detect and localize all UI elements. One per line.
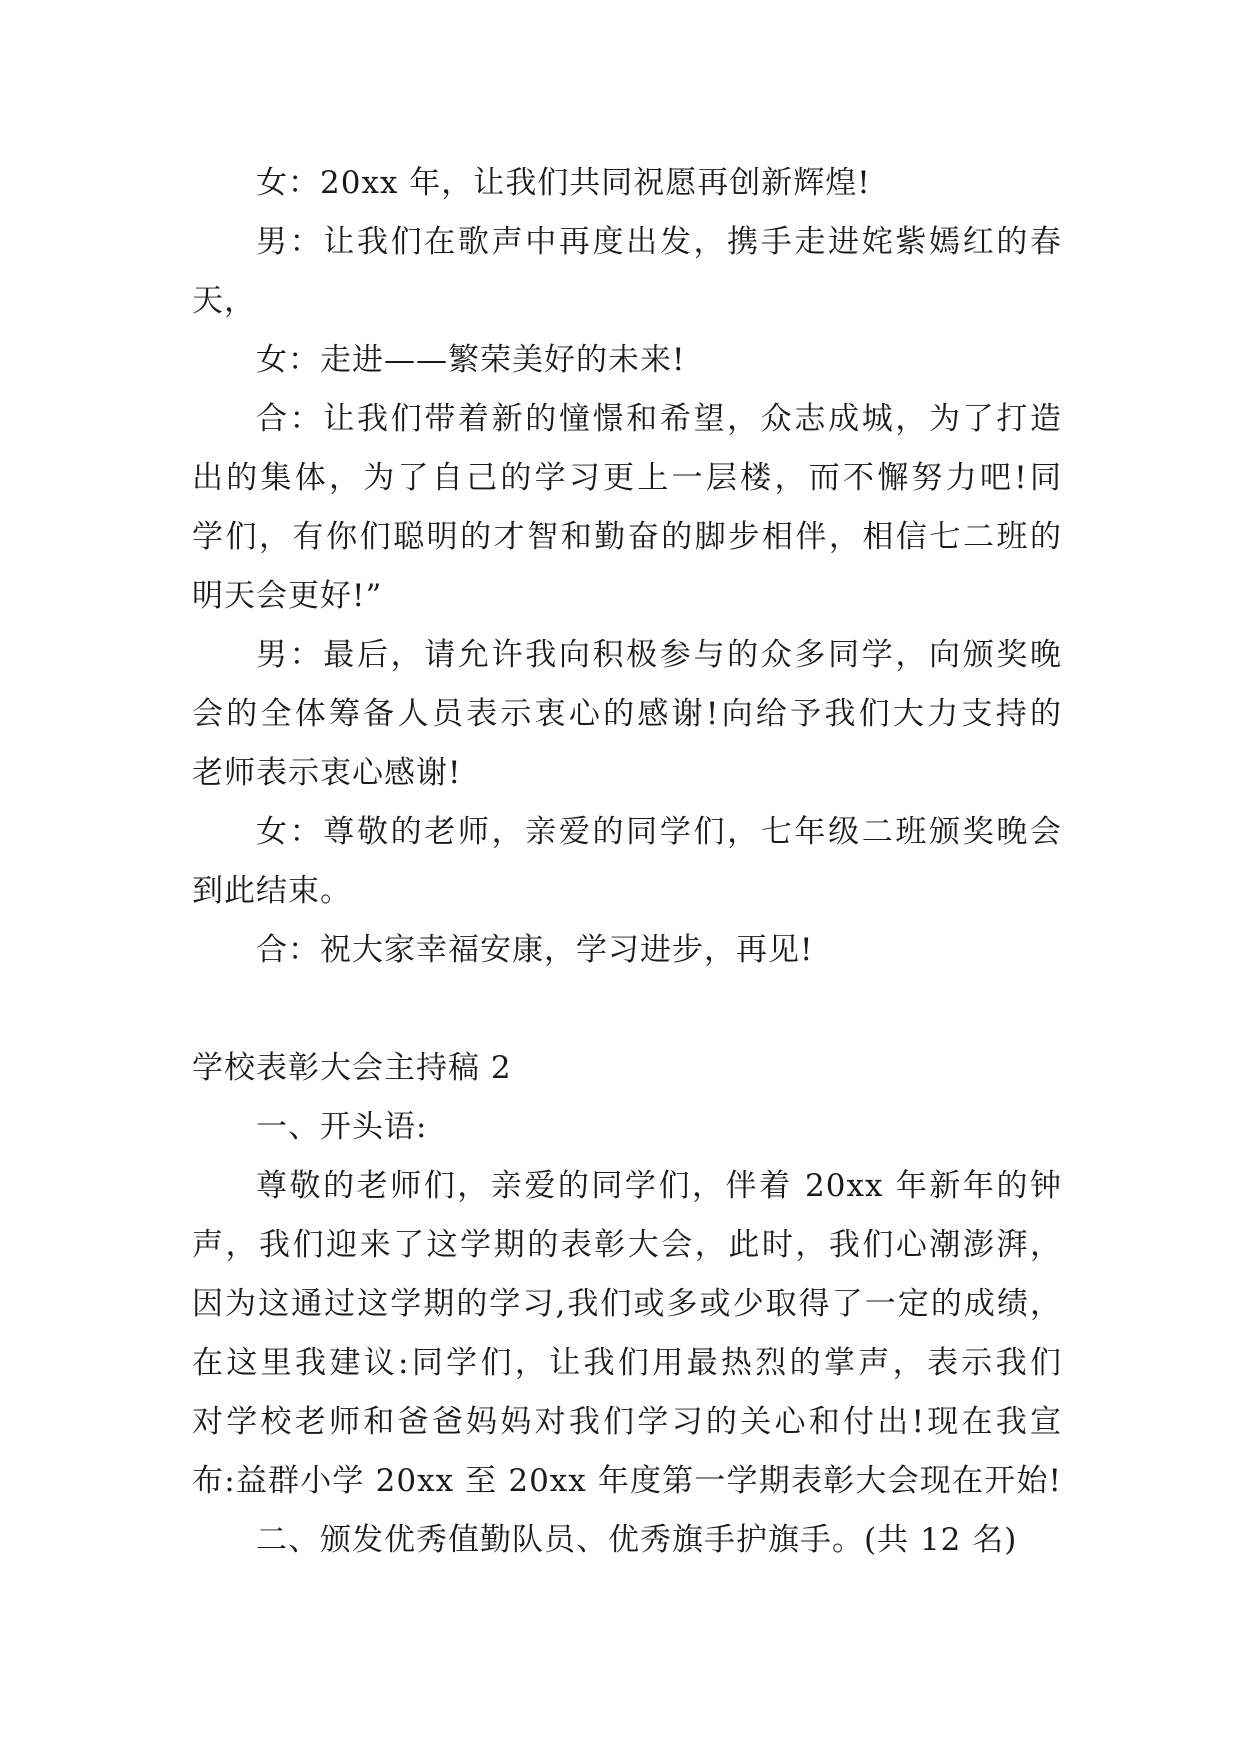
dialogue-line: 天， <box>192 283 256 319</box>
paragraph-line: 布:益群小学 20xx 至 20xx 年度第一学期表彰大会现在开始! <box>192 1463 1062 1499</box>
section-heading: 学校表彰大会主持稿 2 <box>192 1050 512 1086</box>
dialogue-line: 合：让我们带着新的憧憬和希望，众志成城，为了打造 <box>256 401 1062 437</box>
dialogue-line: 明天会更好!” <box>192 578 383 614</box>
section-subheading: 二、颁发优秀值勤队员、优秀旗手护旗手。(共 12 名) <box>256 1522 1018 1558</box>
paragraph-line: 声，我们迎来了这学期的表彰大会，此时，我们心潮澎湃， <box>192 1227 1062 1263</box>
paragraph-line: 尊敬的老师们，亲爱的同学们，伴着 20xx 年新年的钟 <box>256 1168 1062 1204</box>
dialogue-line: 女：20xx 年，让我们共同祝愿再创新辉煌! <box>256 165 871 201</box>
paragraph-line: 在这里我建议:同学们，让我们用最热烈的掌声，表示我们 <box>192 1345 1062 1381</box>
dialogue-line: 女：走进——繁荣美好的未来! <box>256 342 686 378</box>
paragraph-line: 对学校老师和爸爸妈妈对我们学习的关心和付出!现在我宣 <box>192 1404 1062 1440</box>
dialogue-line: 老师表示衷心感谢! <box>192 755 462 791</box>
dialogue-line: 出的集体，为了自己的学习更上一层楼，而不懈努力吧!同 <box>192 460 1062 496</box>
dialogue-line: 学们，有你们聪明的才智和勤奋的脚步相伴，相信七二班的 <box>192 519 1062 555</box>
dialogue-line: 到此结束。 <box>192 873 352 909</box>
dialogue-line: 男：最后，请允许我向积极参与的众多同学，向颁奖晚 <box>256 637 1062 673</box>
dialogue-line: 会的全体筹备人员表示衷心的感谢!向给予我们大力支持的 <box>192 696 1062 732</box>
paragraph-line: 因为这通过这学期的学习,我们或多或少取得了一定的成绩， <box>192 1286 1062 1322</box>
dialogue-line: 男：让我们在歌声中再度出发，携手走进姹紫嫣红的春 <box>256 224 1062 260</box>
dialogue-line: 合：祝大家幸福安康，学习进步，再见! <box>256 932 814 968</box>
section-subheading: 一、开头语: <box>256 1109 428 1145</box>
dialogue-line: 女：尊敬的老师，亲爱的同学们，七年级二班颁奖晚会 <box>256 814 1062 850</box>
